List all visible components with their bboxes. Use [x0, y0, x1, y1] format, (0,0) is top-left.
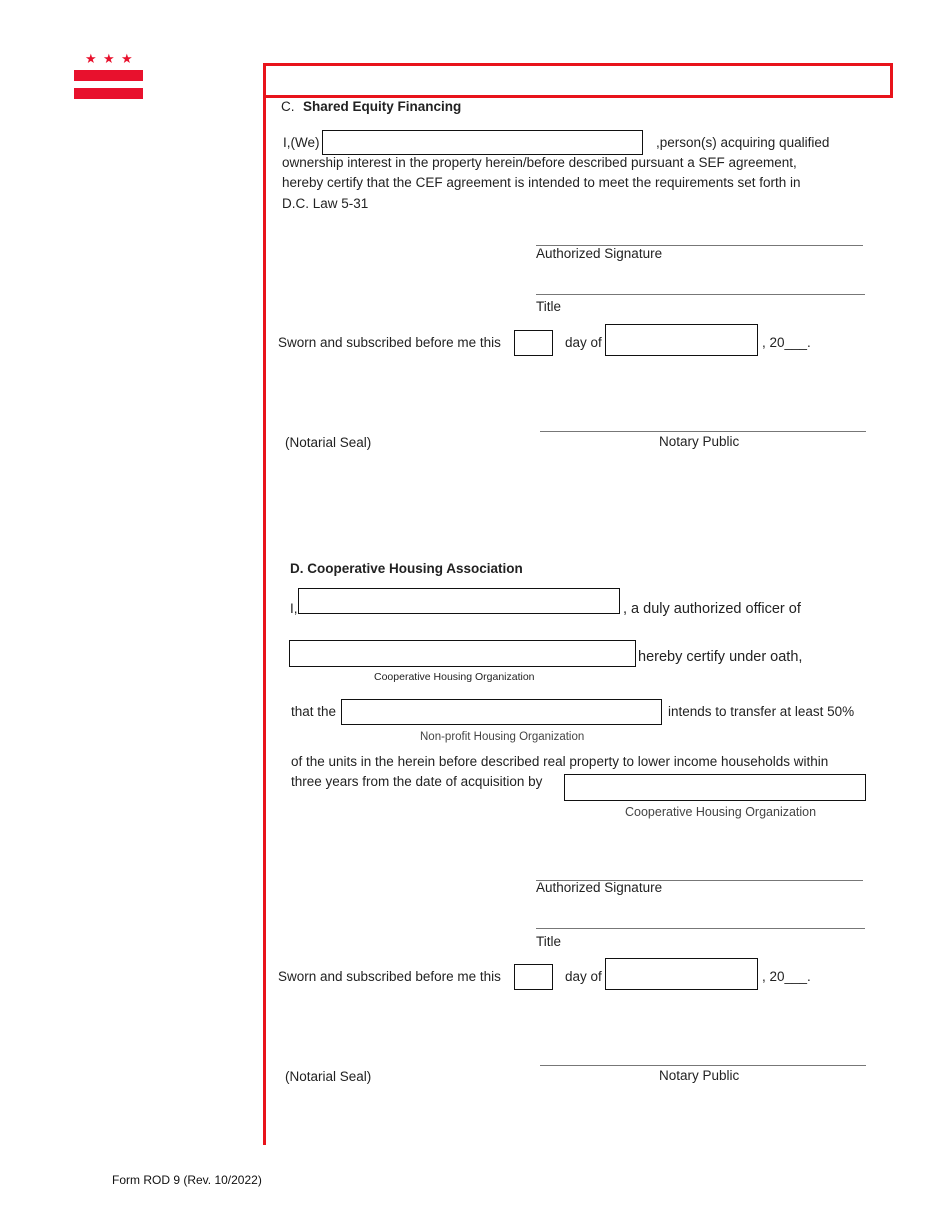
day-of-text: day of: [565, 335, 602, 350]
notary-label: Notary Public: [659, 1068, 740, 1083]
nonprofit-org-label: Non-profit Housing Organization: [420, 731, 585, 743]
year-text: , 20___.: [762, 969, 811, 984]
nonprofit-org-field[interactable]: [341, 699, 662, 725]
title-line: [536, 294, 865, 295]
star-icon: ★: [121, 51, 133, 66]
day-of-text: day of: [565, 969, 602, 984]
notarial-seal-label: (Notarial Seal): [285, 435, 372, 450]
notary-line: [540, 1065, 866, 1066]
intro-label: I,(We): [283, 135, 320, 150]
that-the-text: that the: [291, 704, 337, 719]
notary-line: [540, 431, 866, 432]
units-text-line1: of the units in the herein before described real property to lower income households within: [291, 754, 829, 769]
frame-top-box: [263, 63, 893, 98]
year-text: , 20___.: [762, 335, 811, 350]
title-label: Title: [536, 934, 562, 949]
notarial-seal-label: (Notarial Seal): [285, 1069, 372, 1084]
ownership-text: ownership interest in the property herein/before described pursuant a SEF agreement,: [282, 155, 797, 170]
units-text-line2: three years from the date of acquisition by: [291, 774, 543, 789]
cooperative-org-label: Cooperative Housing Organization: [374, 671, 535, 683]
flag-bar: [74, 88, 143, 99]
cooperative-org-label-2: Cooperative Housing Organization: [625, 805, 817, 819]
section-d-heading: D. Cooperative Housing Association: [290, 561, 523, 576]
signature-label: Authorized Signature: [536, 880, 663, 895]
frame-left-rule: [263, 63, 266, 1145]
intends-text: intends to transfer at least 50%: [668, 704, 855, 719]
star-icon: ★: [85, 51, 97, 66]
day-field[interactable]: [514, 330, 553, 356]
certify-oath-text: hereby certify under oath,: [638, 649, 803, 665]
form-id: Form ROD 9 (Rev. 10/2022): [112, 1173, 262, 1187]
day-field[interactable]: [514, 964, 553, 990]
title-label: Title: [536, 299, 562, 314]
notary-label: Notary Public: [659, 434, 740, 449]
signature-label: Authorized Signature: [536, 246, 663, 261]
officer-name-field[interactable]: [298, 588, 620, 614]
certify-text: hereby certify that the CEF agreement is intended to meet the requirements set forth in: [282, 175, 801, 190]
section-c-letter: C.: [281, 99, 295, 114]
flag-bar: [74, 70, 143, 81]
star-icon: ★: [103, 51, 115, 66]
acquirer-name-field[interactable]: [322, 130, 643, 155]
intro-label: I,: [290, 601, 298, 616]
acquiring-text: ,person(s) acquiring qualified: [656, 135, 830, 150]
sworn-text: Sworn and subscribed before me this: [278, 335, 501, 350]
officer-text: , a duly authorized officer of: [623, 601, 801, 617]
month-field[interactable]: [605, 958, 758, 990]
title-line: [536, 928, 865, 929]
month-field[interactable]: [605, 324, 758, 356]
sworn-text: Sworn and subscribed before me this: [278, 969, 501, 984]
section-c-heading: Shared Equity Financing: [303, 99, 462, 114]
acquisition-org-field[interactable]: [564, 774, 866, 801]
law-text: D.C. Law 5-31: [282, 196, 369, 211]
cooperative-org-field[interactable]: [289, 640, 636, 667]
